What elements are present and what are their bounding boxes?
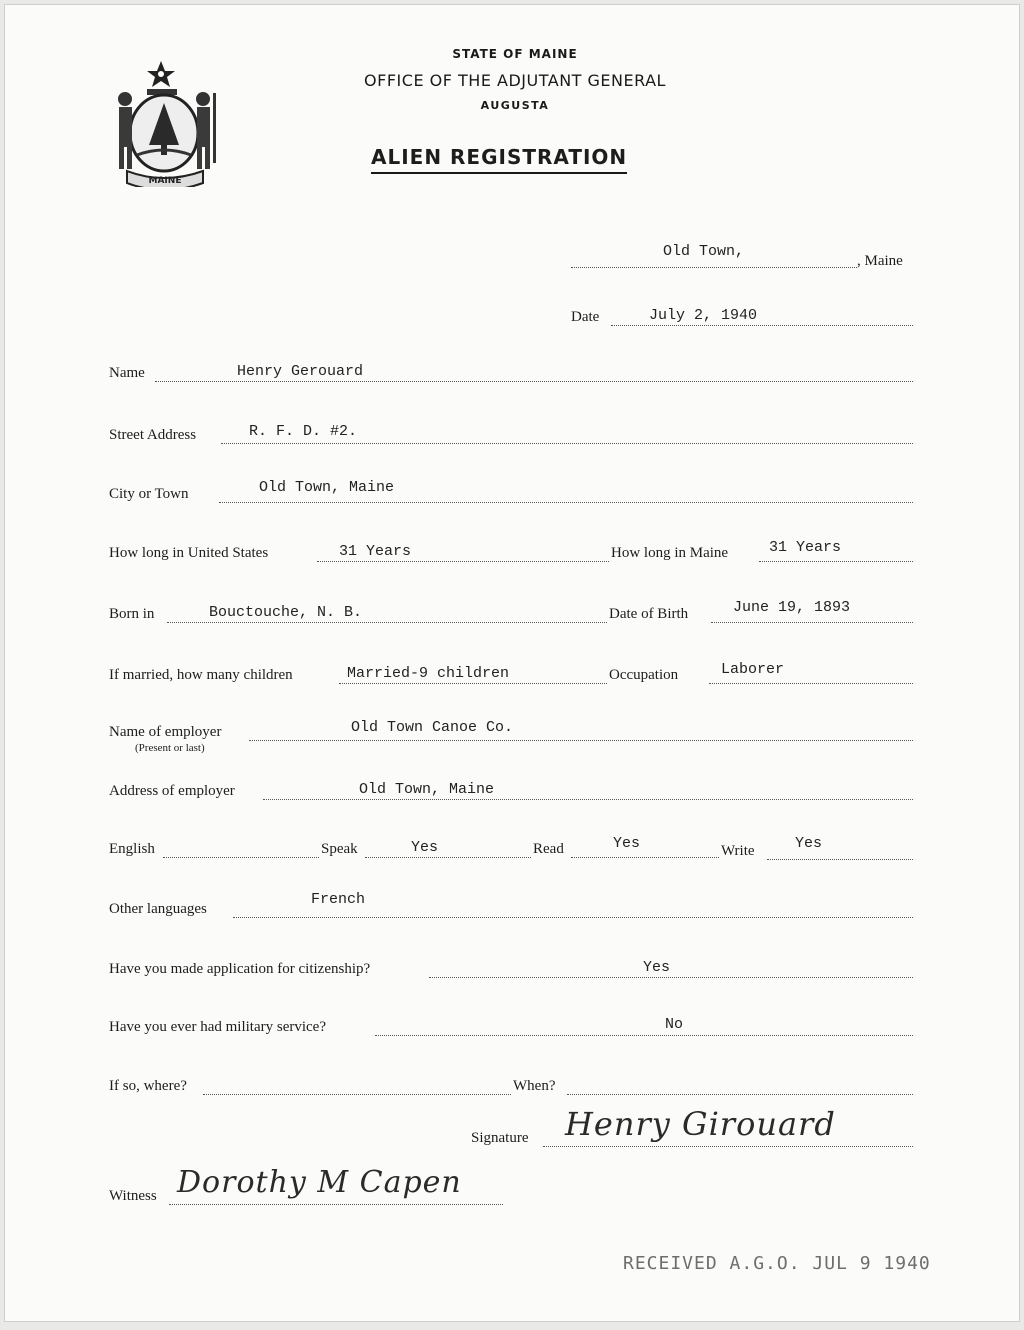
read-label: Read xyxy=(533,841,564,857)
date-line xyxy=(611,325,913,326)
applicant-signature: Henry Girouard xyxy=(565,1105,836,1143)
signature-line xyxy=(543,1146,913,1147)
name-label: Name xyxy=(109,365,145,381)
place-suffix: , Maine xyxy=(857,253,903,269)
city-line xyxy=(219,502,913,503)
employer-line xyxy=(249,740,913,741)
dob-label: Date of Birth xyxy=(609,606,689,622)
speak-line xyxy=(365,857,531,858)
city-value: Old Town, Maine xyxy=(259,479,395,496)
seal-ribbon-text: MAINE xyxy=(148,176,182,186)
witness-line xyxy=(169,1204,503,1205)
date-label: Date xyxy=(571,309,600,325)
witness-label: Witness xyxy=(109,1188,157,1204)
how-long-maine-value: 31 Years xyxy=(769,539,842,556)
speak-label: Speak xyxy=(321,841,358,857)
english-line xyxy=(163,857,319,858)
citizenship-label: Have you made application for citizenship? xyxy=(109,961,371,977)
witness-signature: Dorothy M Capen xyxy=(177,1165,462,1200)
state-heading: STATE OF MAINE xyxy=(452,47,578,61)
born-in-line xyxy=(167,622,607,623)
citizenship-value: Yes xyxy=(643,959,671,976)
date-value: July 2, 1940 xyxy=(649,307,758,324)
write-value: Yes xyxy=(795,835,823,852)
dob-line xyxy=(711,622,913,623)
employer-label: Name of employer xyxy=(109,724,222,740)
name-line xyxy=(155,381,913,382)
how-long-us-line xyxy=(317,561,609,562)
how-long-us-value: 31 Years xyxy=(339,543,412,560)
city-heading: AUGUSTA xyxy=(480,99,550,112)
employer-address-value: Old Town, Maine xyxy=(359,781,495,798)
born-in-label: Born in xyxy=(109,606,155,622)
occupation-label: Occupation xyxy=(609,667,679,683)
where-line xyxy=(203,1094,511,1095)
english-label: English xyxy=(109,841,155,857)
how-long-maine-line xyxy=(759,561,913,562)
signature-label: Signature xyxy=(471,1130,529,1146)
street-value: R. F. D. #2. xyxy=(249,423,358,440)
write-label: Write xyxy=(721,843,755,859)
maine-state-seal-icon xyxy=(109,59,225,187)
street-label: Street Address xyxy=(109,427,197,443)
military-label: Have you ever had military service? xyxy=(109,1019,326,1035)
registration-form xyxy=(4,4,1020,1322)
dob-value: June 19, 1893 xyxy=(733,599,851,616)
how-long-maine-label: How long in Maine xyxy=(611,545,729,561)
office-heading: OFFICE OF THE ADJUTANT GENERAL xyxy=(364,71,666,90)
city-label: City or Town xyxy=(109,486,189,502)
born-in-value: Bouctouche, N. B. xyxy=(209,604,363,621)
employer-address-line xyxy=(263,799,913,800)
employer-value: Old Town Canoe Co. xyxy=(351,719,514,736)
married-line xyxy=(339,683,607,684)
place-value: Old Town, xyxy=(663,243,745,260)
write-line xyxy=(767,859,913,860)
read-value: Yes xyxy=(613,835,641,852)
other-languages-line xyxy=(233,917,913,918)
married-label: If married, how many children xyxy=(109,667,293,683)
when-label: When? xyxy=(513,1078,556,1094)
married-value: Married-9 children xyxy=(347,665,510,682)
citizenship-line xyxy=(429,977,913,978)
occupation-line xyxy=(709,683,913,684)
place-line xyxy=(571,267,857,268)
where-label: If so, where? xyxy=(109,1078,187,1094)
when-line xyxy=(567,1094,913,1095)
employer-address-label: Address of employer xyxy=(109,783,235,799)
military-value: No xyxy=(665,1016,684,1033)
how-long-us-label: How long in United States xyxy=(109,545,269,561)
name-value: Henry Gerouard xyxy=(237,363,364,380)
read-line xyxy=(571,857,719,858)
form-title: ALIEN REGISTRATION xyxy=(371,145,627,174)
speak-value: Yes xyxy=(411,839,439,856)
military-line xyxy=(375,1035,913,1036)
occupation-value: Laborer xyxy=(721,661,785,678)
other-languages-label: Other languages xyxy=(109,901,207,917)
received-stamp: RECEIVED A.G.O. JUL 9 1940 xyxy=(623,1253,931,1274)
street-line xyxy=(221,443,913,444)
other-languages-value: French xyxy=(311,891,366,908)
employer-sublabel: (Present or last) xyxy=(135,742,205,754)
